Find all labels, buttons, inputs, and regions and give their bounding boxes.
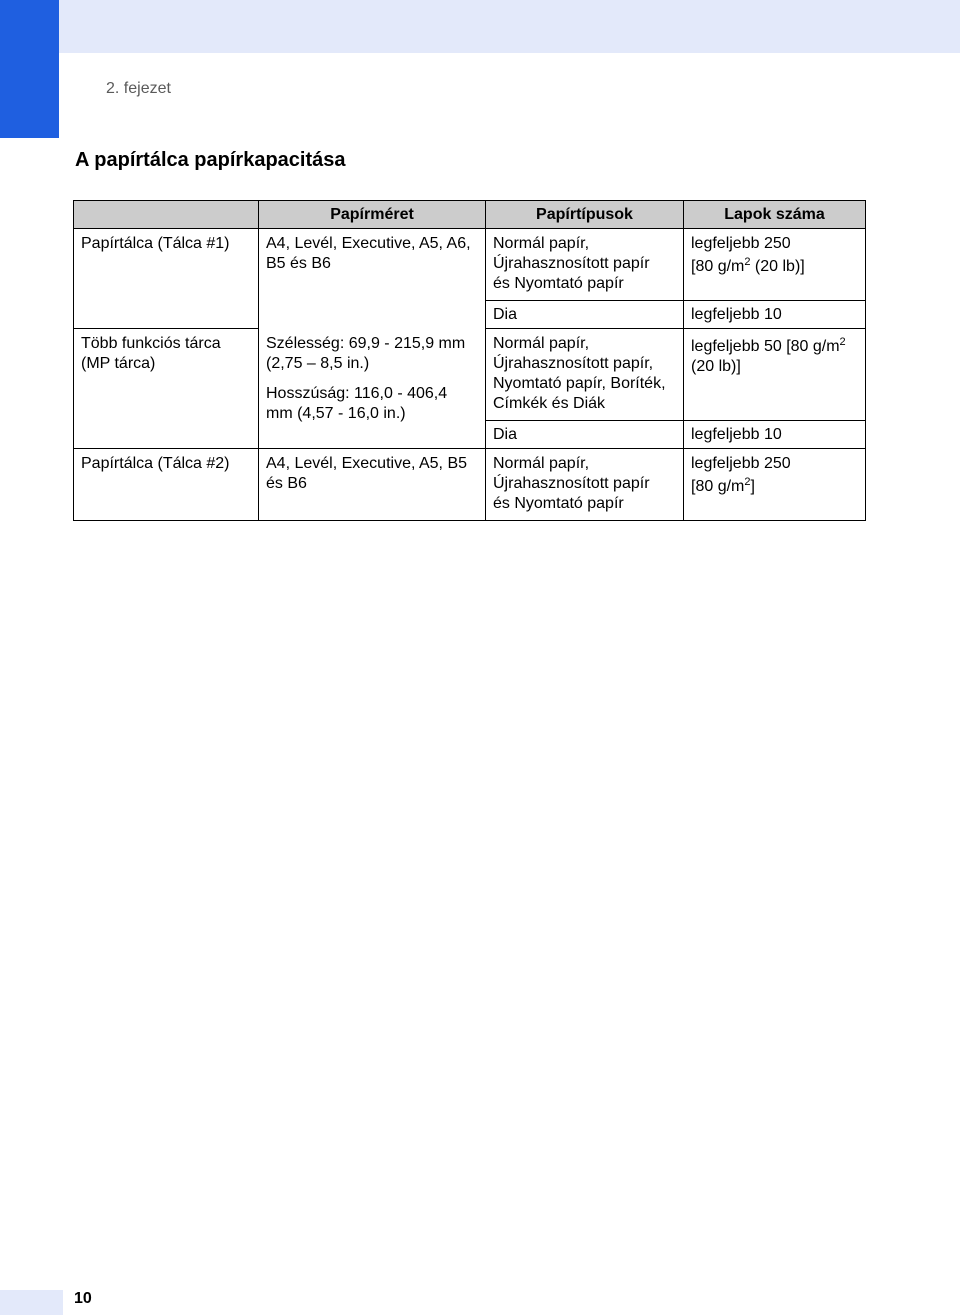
tray2-type-line: Normál papír, (493, 455, 590, 472)
mp-type-line: Újrahasznosított papír, (493, 355, 654, 372)
header-band (59, 0, 960, 53)
tray1-count-cell (684, 229, 866, 301)
page-number: 10 (74, 1290, 92, 1307)
footer-band (0, 1290, 63, 1315)
tray2-type-cell (486, 449, 684, 521)
tray1-dia-type-cell (486, 301, 684, 329)
header-paper-size: Papírméret (259, 201, 486, 229)
header-paper-type: Papírtípusok (486, 201, 684, 229)
tray1-type-line: és Nyomtató papír (493, 275, 624, 292)
section-title: A papírtálca papírkapacitása (75, 149, 346, 171)
mp-size-cell (259, 329, 486, 449)
tray2-type-line: és Nyomtató papír (493, 495, 624, 512)
tray2-name-cell (74, 449, 259, 521)
mp-count-line: (20 lb)] (691, 358, 741, 375)
tray2-count-cell (684, 449, 866, 521)
tray2-count-line: legfeljebb 250 (691, 455, 791, 472)
mp-size-width-line: (2,75 – 8,5 in.) (266, 354, 370, 372)
tray2-name: Papírtálca (Tálca #2) (81, 455, 230, 472)
tray1-size-cell (259, 229, 486, 329)
tray1-dia-count: legfeljebb 10 (691, 306, 782, 323)
mp-name-cell (74, 329, 259, 449)
mp-size-length-line: mm (4,57 - 16,0 in.) (266, 404, 406, 422)
tray2-size-line: A4, Levél, Executive, A5, B5 (266, 455, 468, 472)
chapter-label: 2. fejezet (106, 80, 171, 97)
mp-size-length-line: Hosszúság: 116,0 - 406,4 (266, 384, 448, 402)
mp-size-width-line: Szélesség: 69,9 - 215,9 mm (266, 334, 466, 352)
tray2-count-line: [80 $g/m^2$] (691, 476, 755, 495)
mp-dia-count-cell (684, 421, 866, 449)
header-empty (74, 201, 259, 229)
mp-dia-count: legfeljebb 10 (691, 426, 782, 443)
mp-count-cell (684, 329, 866, 421)
mp-dia-type-cell (486, 421, 684, 449)
mp-name-line: (MP tárca) (81, 355, 156, 372)
mp-type-line: Címkék és Diák (493, 395, 606, 412)
tray1-name: Papírtálca (Tálca #1) (81, 235, 230, 252)
tray1-dia-count-cell (684, 301, 866, 329)
tray2-type-line: Újrahasznosított papír (493, 475, 650, 492)
mp-dia-type: Dia (493, 426, 518, 443)
table-header-row (74, 201, 866, 229)
tray1-name-cell (74, 229, 259, 329)
paper-capacity-table (73, 200, 866, 521)
mp-type-line: Nyomtató papír, Boríték, (493, 375, 666, 392)
tray1-count-line: legfeljebb 250 (691, 235, 791, 252)
tray1-type-line: Normál papír, (493, 235, 590, 252)
mp-type-cell (486, 329, 684, 421)
mp-name-line: Több funkciós tárca (81, 335, 221, 352)
table-row (74, 449, 866, 521)
tray1-type-line: Újrahasznosított papír (493, 255, 650, 272)
chapter-color-block (0, 0, 59, 138)
tray1-size-line: A4, Levél, Executive, A5, A6, (266, 235, 471, 252)
table-row (74, 229, 866, 301)
header-sheet-count: Lapok száma (684, 201, 866, 229)
mp-type-line: Normál papír, (493, 335, 590, 352)
mp-count-line: legfeljebb 50 [80 $g/m^2$ (691, 336, 846, 355)
tray1-type-cell (486, 229, 684, 301)
tray2-size-line: és B6 (266, 475, 307, 492)
tray1-count-line: [80 $g/m^2$ (20 lb)] (691, 256, 805, 275)
tray1-dia-type: Dia (493, 306, 518, 323)
tray2-size-cell (259, 449, 486, 521)
table-row (74, 329, 866, 421)
tray1-size-line: B5 és B6 (266, 255, 331, 272)
